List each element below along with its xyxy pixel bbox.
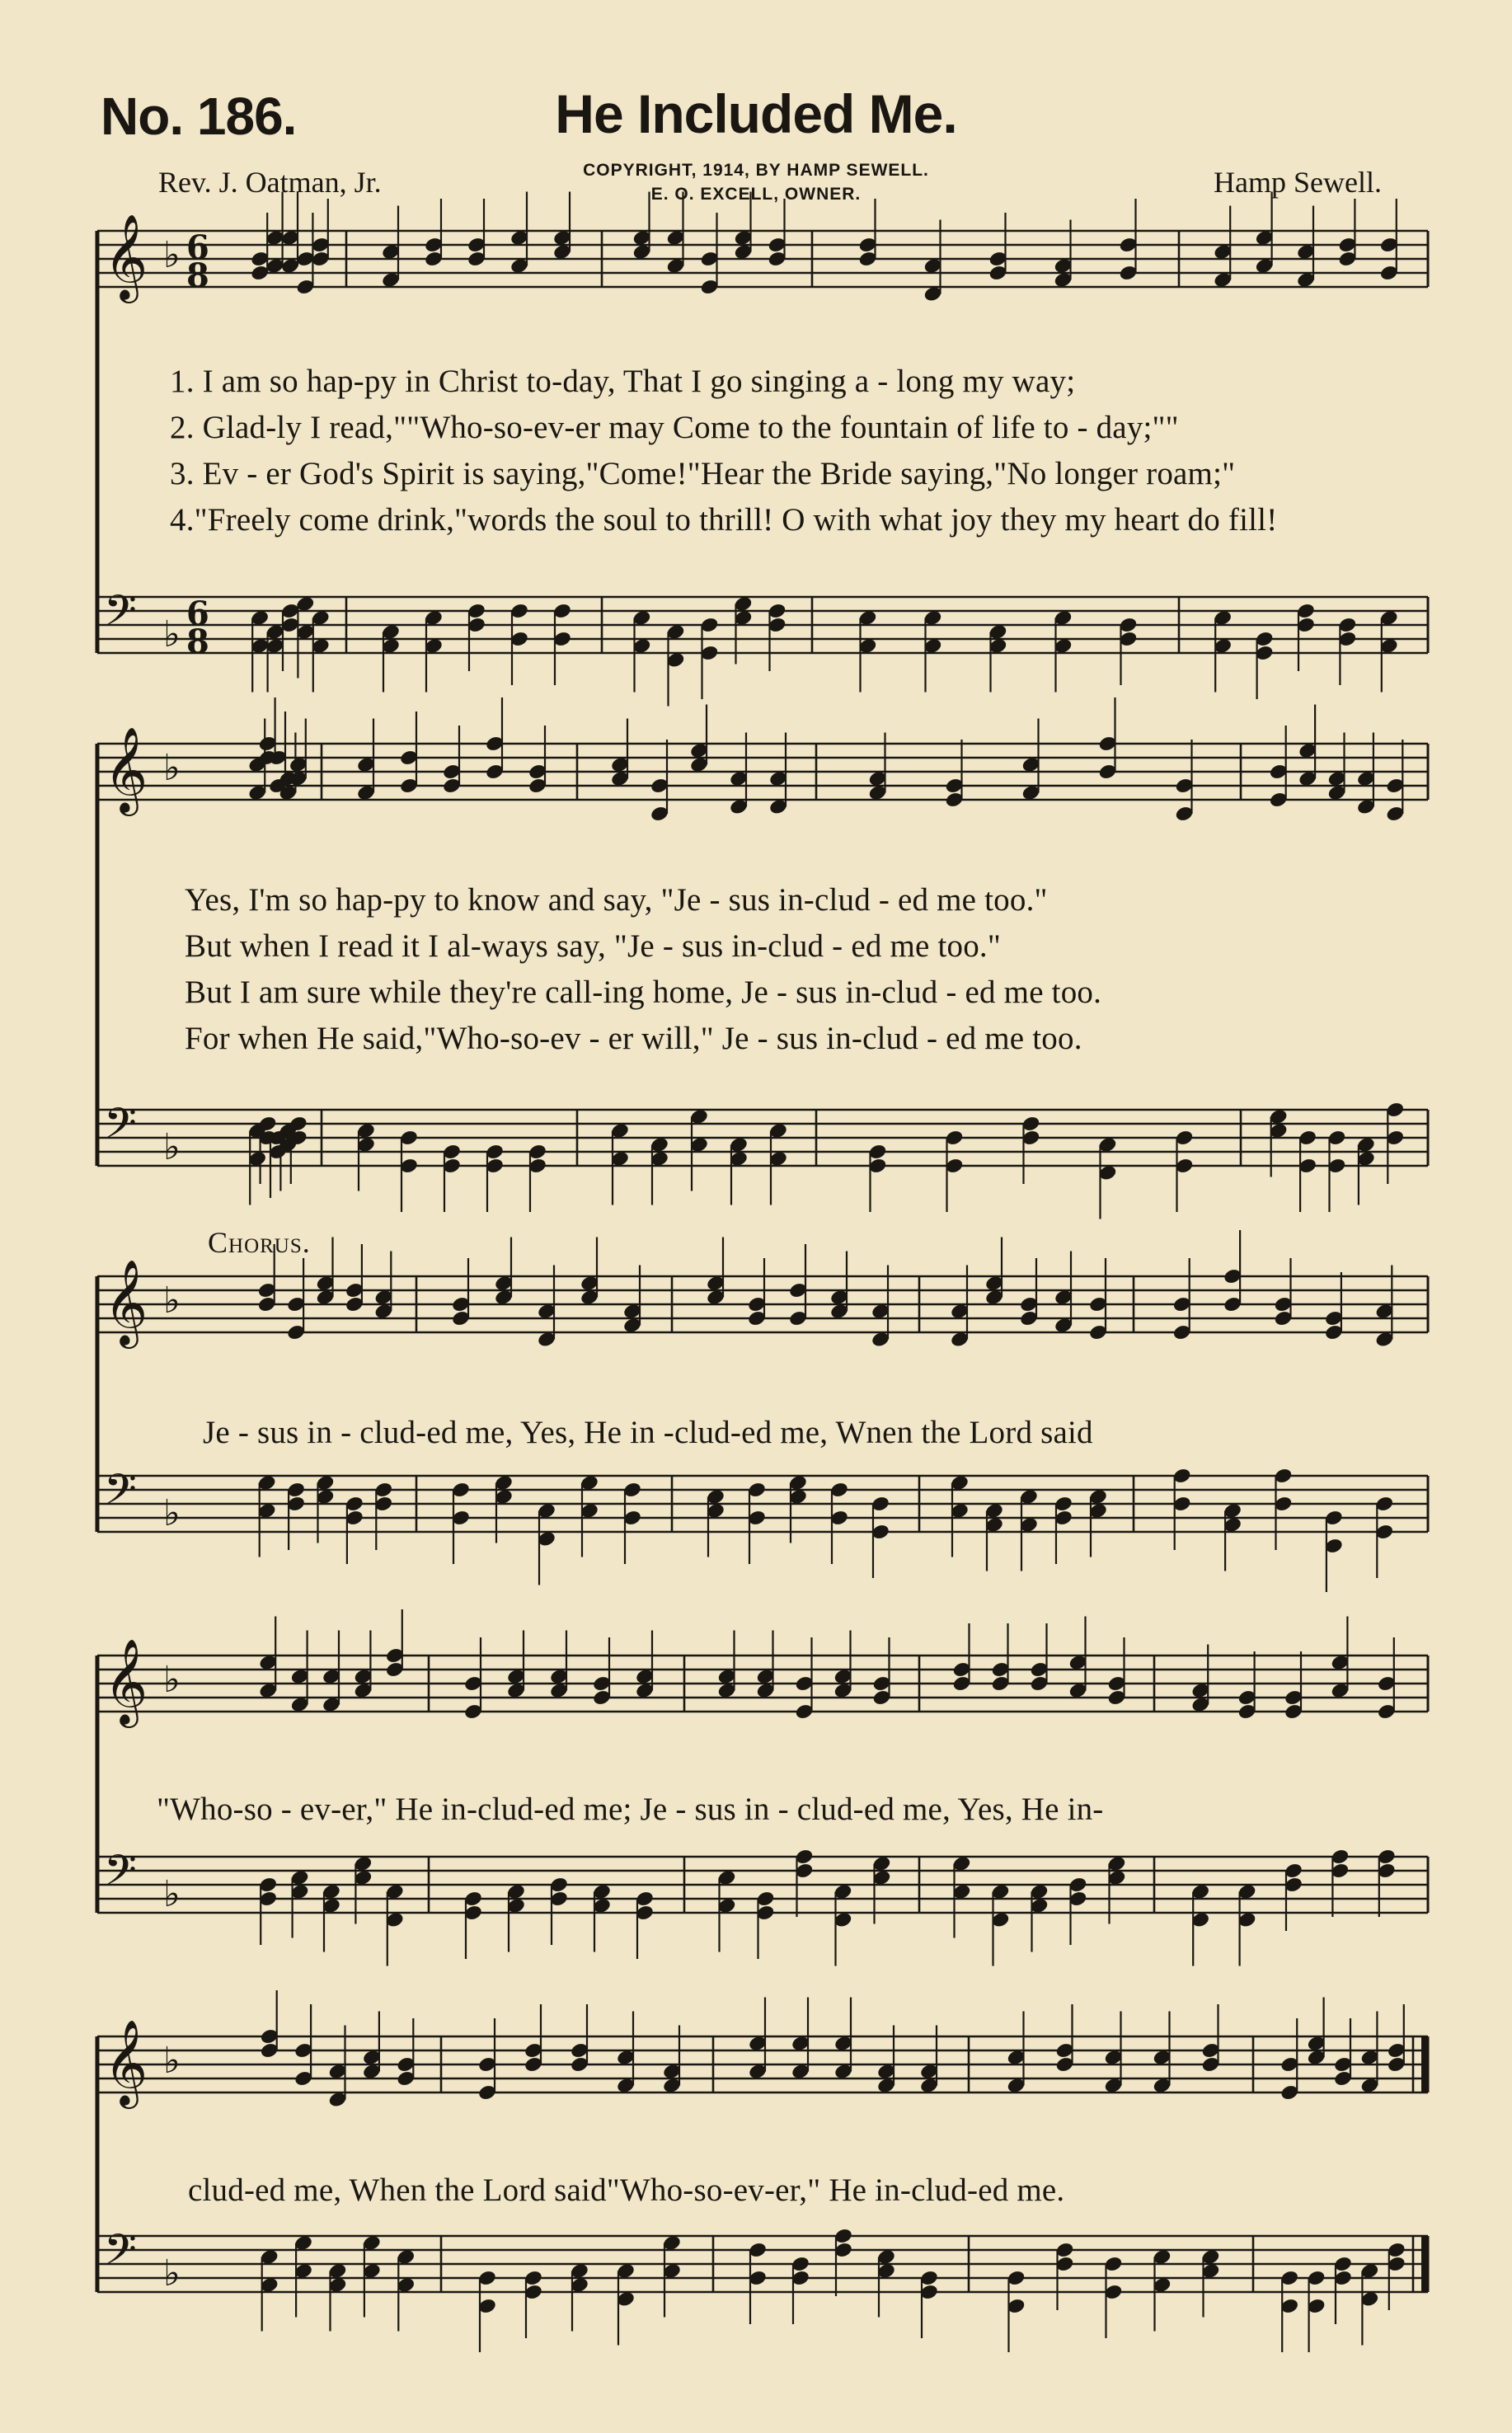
time-signature-bottom: 8 [186, 256, 209, 295]
treble-clef: 𝄞 [104, 726, 148, 813]
treble-clef: 𝄞 [104, 1259, 148, 1346]
final-barline [1421, 2036, 1428, 2092]
verse-1-line-2: Yes, I'm so hap-py to know and say, "Je - sus in-clud - ed me too." [185, 882, 1048, 918]
bass-clef: 𝄢 [104, 2224, 137, 2285]
key-signature-flat: ♭ [163, 234, 181, 276]
chorus-line-1: Je - sus in - clud-ed me, Yes, He in -clud-ed me, Wnen the Lord said [203, 1415, 1093, 1450]
bass-clef: 𝄢 [104, 1464, 137, 1524]
key-signature-flat: ♭ [163, 613, 181, 655]
key-signature-flat: ♭ [163, 2040, 181, 2082]
verse-3-line-2: But I am sure while they're call-ing home, Je - sus in-clud - ed me too. [185, 975, 1102, 1010]
key-signature-flat: ♭ [163, 747, 181, 789]
bass-clef: 𝄢 [104, 585, 137, 646]
bass-clef: 𝄢 [104, 1098, 137, 1158]
hymn-title: He Included Me. [555, 83, 957, 144]
treble-clef: 𝄞 [104, 1638, 148, 1725]
time-signature-bottom: 8 [186, 622, 209, 661]
verse-4-line-2: For when He said,"Who-so-ev - er will," Je - sus in-clud - ed me too. [185, 1021, 1082, 1056]
copyright-line-1: COPYRIGHT, 1914, BY HAMP SEWELL. [583, 161, 929, 180]
chorus-line-2: "Who-so - ev-er," He in-clud-ed me; Je - sus in - clud-ed me, Yes, He in- [157, 1792, 1104, 1827]
time-signature-top: 6 [186, 594, 209, 633]
verse-1-line-1: 1. I am so hap-py in Christ to-day, That I go singing a - long my way; [170, 364, 1076, 399]
composer-credit: Hamp Sewell. [1214, 166, 1382, 199]
key-signature-flat: ♭ [163, 1126, 181, 1168]
bass-clef: 𝄢 [104, 1845, 137, 1905]
time-signature-top: 6 [186, 228, 209, 267]
lyricist-credit: Rev. J. Oatman, Jr. [158, 166, 382, 199]
key-signature-flat: ♭ [163, 1873, 181, 1915]
key-signature-flat: ♭ [163, 1280, 181, 1322]
key-signature-flat: ♭ [163, 1659, 181, 1701]
chorus-label: Chorus. [208, 1226, 311, 1259]
verse-4-line-1: 4."Freely come drink,"words the soul to thrill! O with what joy they my heart do fill! [170, 502, 1278, 538]
verse-2-line-2: But when I read it I al-ways say, "Je - sus in-clud - ed me too." [185, 928, 1001, 964]
final-barline [1421, 2236, 1428, 2292]
chorus-line-3: clud-ed me, When the Lord said"Who-so-ev-er," He in-clud-ed me. [188, 2172, 1065, 2208]
key-signature-flat: ♭ [163, 2252, 181, 2294]
copyright-line-2: E. O. EXCELL, OWNER. [650, 185, 862, 204]
key-signature-flat: ♭ [163, 1492, 181, 1534]
treble-clef: 𝄞 [104, 2019, 148, 2106]
hymn-number: No. 186. [101, 87, 297, 146]
treble-clef: 𝄞 [104, 214, 148, 300]
verse-3-line-1: 3. Ev - er God's Spirit is saying,"Come!"Hear the Bride saying,"No longer roam;" [170, 456, 1236, 491]
verse-2-line-1: 2. Glad-ly I read,""Who-so-ev-er may Come to the fountain of life to - day;"" [170, 410, 1179, 445]
